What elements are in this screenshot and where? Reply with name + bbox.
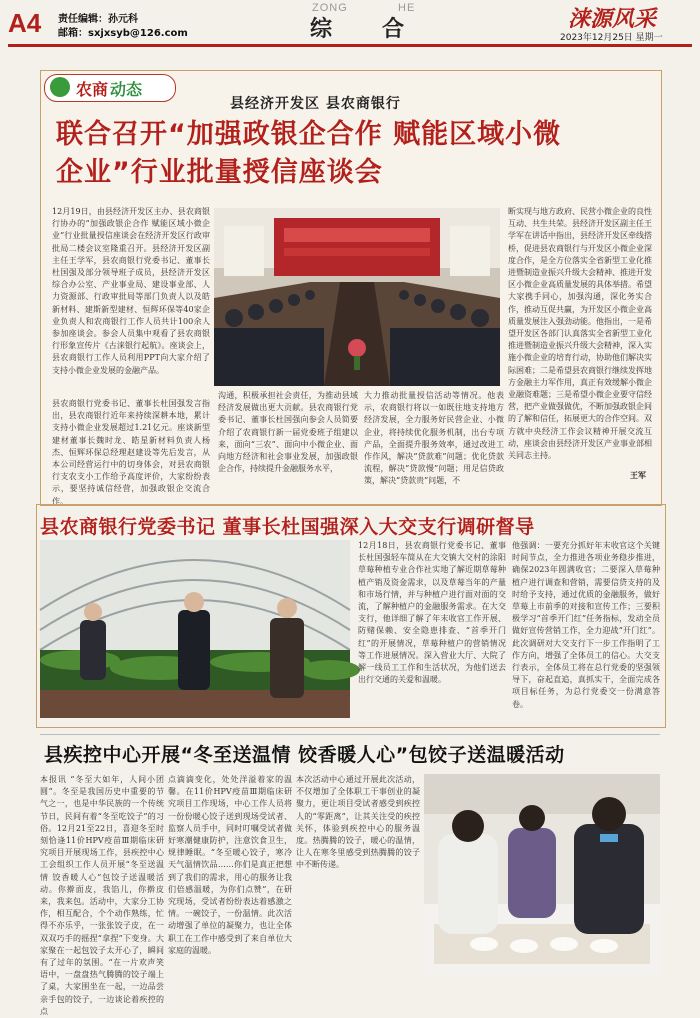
meeting-photo bbox=[214, 208, 500, 386]
section-en-1: ZONG bbox=[312, 2, 348, 14]
article1-middle-column2: 大力推动批量授信活动等情况。他表示，农商银行将以一如既往地支持地方经济发展，全力服务好民营企业、小微企业，将持续优化服务机制，出台专项产品，全面提升服务效率，通过改进工作作风，解决“贷款难”问题；优化贷款流程，解决“贷款慢”问题；用足信贷政策，解决“贷款贵”问题，不 bbox=[364, 391, 504, 486]
section-title: 综合 bbox=[310, 16, 455, 42]
article3-title: 县疾控中心开展“冬至送温情 饺香暖人心”包饺子送温暖活动 bbox=[44, 744, 565, 766]
article3-column1: 本报讯 “冬至大如年，人间小团圆”。冬至是我国历史中重要的节气之一，也是中华民族的一个传统节日，民间有着“冬至吃饺子”的习俗。12月21至22日，喜迎冬至时刻恰逢11价HPV疫苗Ⅲ期临床研究项目开展现场工作，县疾控中心工会组织工作人员开展“冬至送温情 饺香暖人心”包饺子送温暖活动。你擀面皮，我馅儿，你擀皮来，我来包。活动中，大家分工协作，相互配合，个个动作熟练，忙得不亦乐乎，一张张饺子皮，在一双双巧手的摇捏“拿捏”下变身。大家聚在一起包饺子太开心了，瞬间有了过年的氛围。“在一片欢声笑语中，一盘盘热气腾腾的饺子端上了桌，大家围坐在一起，一边品尝亲手包的饺子，一边谈论着疾控的点 bbox=[40, 775, 164, 1016]
article2-title: 县农商银行党委书记 董事长杜国强深入大交支行调研督导 bbox=[40, 516, 535, 538]
article1-kicker: 县经济开发区 县农商银行 bbox=[230, 96, 401, 112]
article1-column3: 断实现与地方政府、民营小微企业的良性互动、共生共荣。县经济开发区副主任王学军在讲话中指出，县经济开发区牵线搭桥，促进县农商银行与开发区小微企业深度合作，是全方位落实全省新型工业化推进暨制造业振兴升级大会精神、推进开发区小微企业高质量发展的具体举措。希望大家携手同心，加强沟通，深化务实合作，推动互促共赢，为开发区小微企业高质量发展注入强劲动能。他指出，一是希望开发区各部门认真落实全省新型工业化推进暨制造业振兴升级大会精神，深入实施小微企业的培育行动，协助他们解决实际困难；二是希望县农商银行继续发挥地方金融主力军作用，真正有效缓解小微企业融资难题；三是希望小微企业要守信经营，把产业做强做优，不断加强政银企间的了解和信任，拓展更大的合作空间。双方就中央经济工作会议精神开展交流互动，座谈会由县经济开发区产业事业部相关同志主持。 bbox=[508, 207, 652, 461]
dumpling-photo bbox=[424, 774, 660, 976]
article2-column1: 12月18日，县农商银行党委书记、董事长杜国强轻车简从在大交镇大交村的涂阳草莓种植专业合作社实地了解近期草莓种植产销及资金需求，以及草莓当年的产量和市场行情，并与种植户进行面对面的交流，了解种植户的金融服务需求。在大交支行，他详细了解了年末收官工作开展、防赌保赖、安全隐患排查、“首季开门红”的开展情况，草莓种植户的营销情况等工作进展情况。深入营业大厅、大院了解一线员工工作和生活状况，为他们送去出行交通的关爱和温暖。 bbox=[358, 541, 506, 685]
leaf-icon bbox=[50, 77, 70, 97]
article1-column1: 12月19日，由县经济开发区主办、县农商银行协办的“加强政银企合作 赋能区域小微企业”行业批量授信座谈会在经济开发区行政审批局二楼会议室隆重召开。县经济开发区副主任王学军，县农商银行党委书记、董事长杜国强及部分领导班子成员，县经济开发区综合办公室、产业事业局、建设事业部、人力资源部、行政审批局等部门负责人以及皓新材料、建斯新型建材、恒辉环保等40家企业负责人和农商银行工作人员共计100余人参加座谈会。参会人员集中观看了县农商银行形象宣传片《古涞银行起航》。座谈会上，县农商银行工作人员利用PPT向大家介绍了支持小微企业发展的金融产品。 bbox=[52, 207, 210, 375]
article1-author: 王军 bbox=[630, 471, 646, 480]
logo-text-2: 动态 bbox=[110, 80, 143, 99]
editor-line: 责任编辑：孙元科 bbox=[58, 14, 138, 25]
article1-title-line1: 联合召开“加强政银企合作 赋能区域小微 bbox=[56, 119, 562, 150]
article1-middle-column1: 沟通，积极承担社会责任，为推动县域经济发展做出更大贡献。县农商银行党委书记、董事长杜国强向参会人员简要介绍了农商银行新一届党委班子组建以来，面向“三农”、面向中小微企业、面向地方经济和社会事业发展，加强政银企合作，持续提升金融服务水平， bbox=[218, 391, 358, 474]
section-divider bbox=[40, 734, 660, 735]
article3-column2: 点滴滴变化，处处洋溢着家的温馨。在11价HPV疫苗Ⅲ期临床研究项目工作现场，中心工作人员将一份份暖心饺子送到现场受试者、监察人员手中，同时叮嘱受试者做好寒潮健康防护，注意饮食卫生，规律睡眠。“冬至暖心饺子，寒冷天气温情饮品……你们是真正把想到了我们的需求，用心的服务让我们倍感温暖，为你们点赞”，在研究现场，受试者纷纷表达着感激之情。一碗饺子，一份温情。此次活动增强了单位的凝聚力，也让全体职工在工作中感受到了来自单位大家庭的温暖。 bbox=[168, 775, 292, 955]
logo-text-1: 农商 bbox=[76, 80, 109, 99]
page-number: A4 bbox=[8, 8, 42, 38]
paper-name: 涞源风采 bbox=[568, 6, 657, 32]
issue-date: 2023年12月25日 星期一 bbox=[560, 33, 663, 43]
article1-column1b: 县农商银行党委书记、董事长杜国强发言指出，县农商银行近年来持续深耕本地，累计支持小微企业发展超过1.21亿元。座谈新型建材董事长魏时龙、皓星新材料负责人杨杰、恒辉环保总经理赵建设等先后发言，从本公司经营运行中的切身体会，对县农商银行支农支小工作给予高度评价，大家纷纷表示，要坚持诚信经营，加强政银企交流合作。 bbox=[52, 399, 210, 506]
section-en-2: HE bbox=[398, 2, 416, 14]
email-line: 邮箱：sxjxsyb@126.com bbox=[58, 28, 188, 39]
header-rule bbox=[8, 44, 692, 47]
greenhouse-photo bbox=[40, 540, 350, 718]
article2-column2: 他强调：一要充分抓好年末收官这个关键时间节点，全力推进各项业务稳步推进，确保2023年圆满收官；二要深入草莓种植户进行调查和营销，需要信贷支持的及时给予支持，通过优质的金融服务，做好草莓上市前季的对接和宣传工作；三要积极学习“首季开门红”任务指标，发动全员做好宣传营销工作，全力迎战“开门红”。此次调研对大交支行下一步工作指明了工作方向，增强了全体员工的信心。大交支行表示，全体员工将在总行党委的坚强领导下，奋起直追，真抓实干，全面完成各项目标任务，为总行党委交一份满意答卷。 bbox=[512, 541, 660, 709]
article3-column3: 本次活动中心通过开展此次活动，不仅增加了全体职工干事创业的凝聚力，更让项目受试者感受到疾控人的“零距离”，让其关注受的疾控关怀，体验到疾控中心的服务温度。热腾腾的饺子，暖心的温情，让人在寒冬里感受到热腾腾的饺子中不断传递。 bbox=[296, 775, 420, 870]
article1-title-line2: 企业”行业批量授信座谈会 bbox=[56, 157, 383, 188]
